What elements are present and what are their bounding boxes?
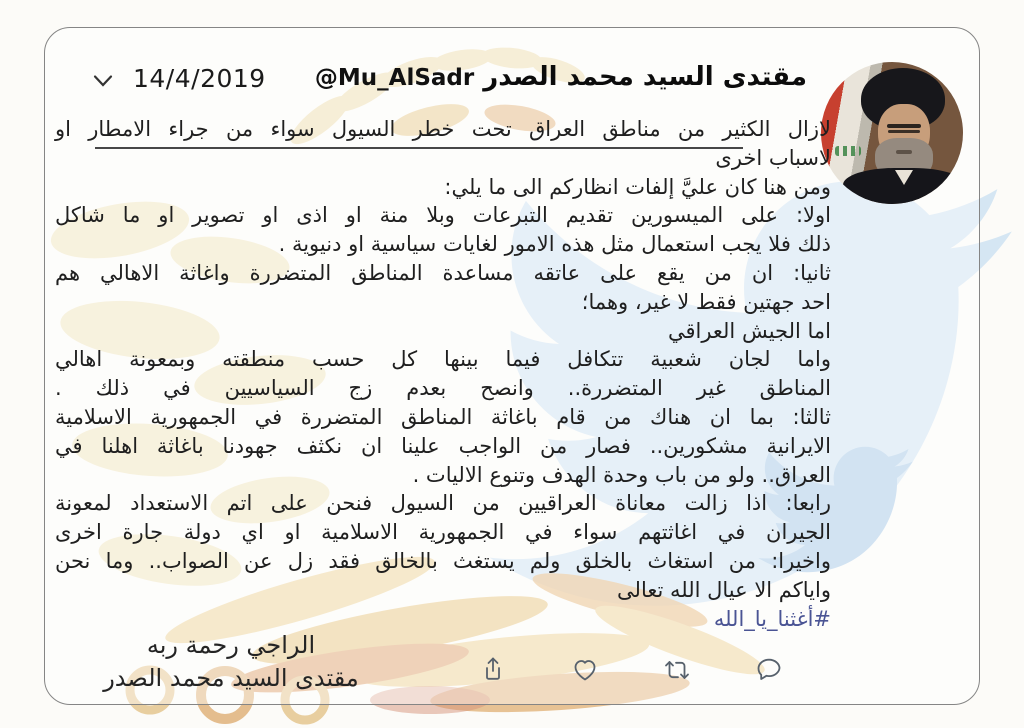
like-icon[interactable] xyxy=(569,638,601,670)
tweet-text-line: ومن هنا كان عليَّ إلفات انظاركم الى ما يلي: xyxy=(444,174,831,199)
retweet-icon[interactable] xyxy=(661,638,693,670)
tweet-text-line: الايرانية مشكورين.. فصار من الواجب علينا ان نكثف جهودنا باغاثة اهلنا في xyxy=(55,433,831,458)
signature xyxy=(65,629,397,695)
brow xyxy=(887,124,921,128)
reply-icon[interactable] xyxy=(753,638,785,670)
tweet-text-line: اما الجيش العراقي xyxy=(667,318,831,343)
tweet-text-line: اولا: على الميسورين تقديم التبرعات وبلا منة او اذى او تصوير او ما شاكل xyxy=(55,203,831,228)
tweet-text-line: واما لجان شعبية تتكافل فيما بينها كل حسب منطقته وبمعونة اهالي xyxy=(55,347,831,372)
tweet-text-line: الجيران في اغاثتهم سواء في الجمهورية الاسلامية او اي دولة جارة اخرى xyxy=(55,520,831,545)
tweet-text-line: المناطق غير المتضررة.. وانصح بعدم زج السياسيين في ذلك . xyxy=(55,376,831,401)
tweet-text-line: ذلك فلا يجب استعمال مثل هذه الامور لغايات سياسية او دنيوية . xyxy=(278,232,831,257)
avatar[interactable] xyxy=(821,62,963,204)
mouth xyxy=(896,150,912,154)
hashtag-link[interactable]: #أغثنا_يا_الله xyxy=(713,606,831,631)
tweet-text-line: العراق.. ولو من باب وحدة الهدف وتنوع الاليات . xyxy=(412,462,831,487)
author-row xyxy=(315,62,807,92)
tweet-body xyxy=(55,115,831,633)
flag-emblem xyxy=(835,146,861,156)
signature-line-2: مقتدى السيد محمد الصدر xyxy=(103,664,359,692)
tweet-text-line: واياكم الا عيال الله تعالى xyxy=(617,577,831,602)
tweet-text-line: واخيرا: من استغاث بالخلق ولم يستغث بالخالق فقد زل عن الصواب.. وما نحن xyxy=(55,548,831,573)
chevron-down-icon[interactable] xyxy=(93,74,113,88)
tweet-text-line: ثانيا: ان من يقع على عاتقه مساعدة المناطق المتضررة واغاثة الاهالي هم xyxy=(55,260,831,285)
share-icon[interactable] xyxy=(477,638,509,670)
tweet-text-line: لازال الكثير من مناطق العراق تحت خطر السيول سواء من جراء الامطار او xyxy=(55,117,831,141)
tweet-text-line: احد جهتين فقط لا غير، وهما؛ xyxy=(581,289,831,314)
tweet-date[interactable]: 14/4/2019 xyxy=(133,64,266,93)
tweet-card xyxy=(44,27,980,705)
tweet-actions xyxy=(477,638,785,670)
signature-line-1: الراجي رحمة ربه xyxy=(146,631,316,659)
eyes xyxy=(888,130,920,133)
tweet-text-line: لاسباب اخرى xyxy=(715,145,831,170)
author-handle[interactable]: @Mu_AlSadr xyxy=(314,65,475,91)
tweet-text-line: رابعا: اذا زالت معاناة العراقيين من السيول فنحن على اتم الاستعداد لمعونة xyxy=(55,491,831,516)
author-name[interactable]: مقتدى السيد محمد الصدر xyxy=(483,62,807,92)
tweet-text-line: ثالثا: بما ان هناك من قام باغاثة المناطق المتضررة في الجمهورية الاسلامية xyxy=(55,404,831,429)
